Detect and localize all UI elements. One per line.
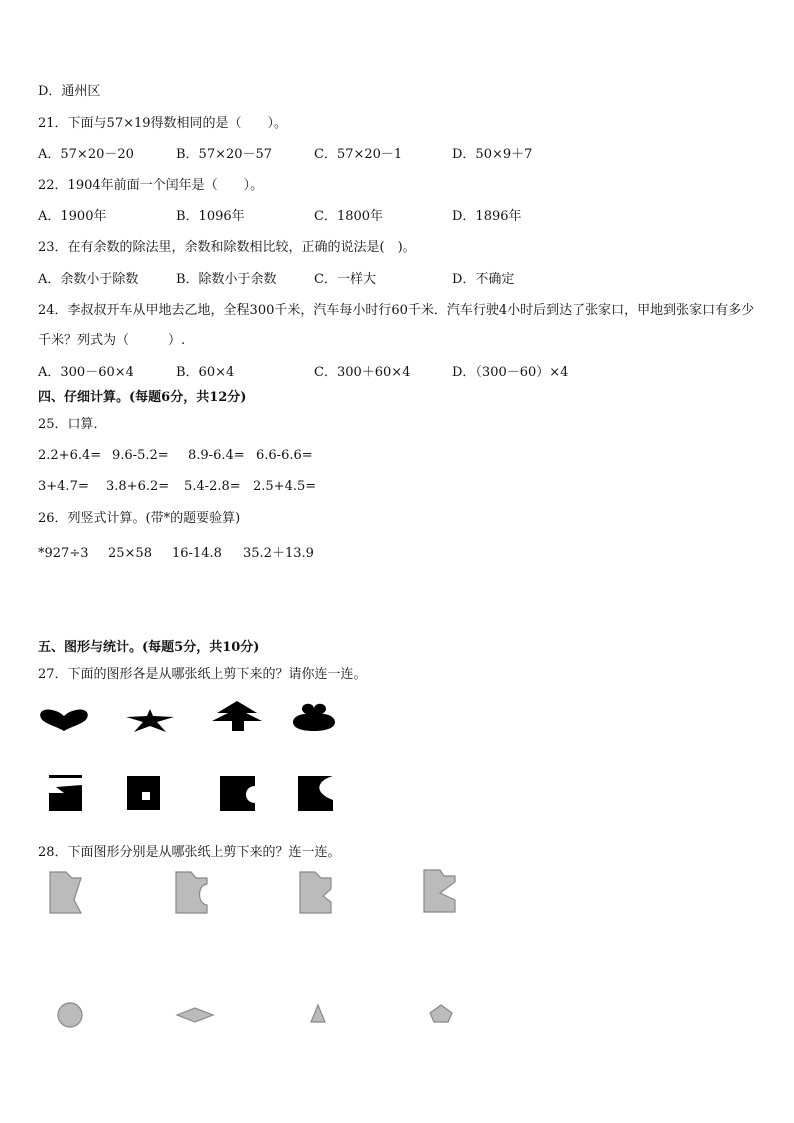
q25-problem: 3.8+6.2= xyxy=(106,479,170,494)
rhombus-icon xyxy=(177,1008,213,1022)
folded-paper-slant-icon xyxy=(50,872,81,913)
q21-option-d: D．50×9＋7 xyxy=(452,147,533,162)
q25-problem: 2.2+6.4= xyxy=(38,448,102,463)
q25-problem: 8.9-6.4= xyxy=(188,448,245,463)
q23-stem: 23．在有余数的除法里，余数和除数相比较，正确的说法是( )。 xyxy=(38,240,416,255)
q26-item: *927÷3 xyxy=(38,546,89,561)
q24-option-d: D．（300－60）×4 xyxy=(452,365,569,380)
folded-paper-trapezoid-cut-icon xyxy=(300,872,331,913)
q26-stem: 26．列竖式计算。(带*的题要验算) xyxy=(38,511,241,526)
q23-option-c: C．一样大 xyxy=(314,272,376,287)
q24-option-a: A．300－60×4 xyxy=(38,365,134,380)
q21-stem: 21．下面与57×19得数相同的是（ ）。 xyxy=(38,116,288,131)
q22-stem: 22．1904年前面一个闰年是（ ）。 xyxy=(38,178,264,193)
q25-problem: 6.6-6.6= xyxy=(256,448,313,463)
folded-paper-triangle-cut-icon xyxy=(424,870,455,912)
q22-option-c: C．1800年 xyxy=(314,209,384,224)
q23-option-a: A．余数小于除数 xyxy=(38,272,139,287)
q22-option-a: A．1900年 xyxy=(38,209,107,224)
q26-item: 25×58 xyxy=(108,546,152,561)
q25-stem: 25．口算． xyxy=(38,417,107,432)
q23-option-b: B．除数小于余数 xyxy=(176,272,277,287)
q28-papers xyxy=(50,870,455,913)
q25-problem: 3+4.7= xyxy=(38,479,89,494)
q24-stem: 24．李叔叔开车从甲地去乙地，全程300千米，汽车每小时行60千米．汽车行驶4小时后到达了张家口，甲地到张家口有多少千米？列式为（ ）. xyxy=(38,303,755,348)
q25-problem: 9.6-5.2= xyxy=(112,448,169,463)
q22-option-d: D．1896年 xyxy=(452,209,522,224)
q21-option-a: A．57×20－20 xyxy=(38,147,134,162)
circle-icon xyxy=(58,1003,82,1027)
q25-problem: 5.4-2.8= xyxy=(184,479,241,494)
q21-option-b: B．57×20－57 xyxy=(176,147,273,162)
q22-option-b: B．1096年 xyxy=(176,209,245,224)
folded-paper-arc-icon xyxy=(176,872,207,913)
q24-option-c: C．300＋60×4 xyxy=(314,365,411,380)
triangle-icon xyxy=(311,1005,325,1022)
q21-option-c: C．57×20－1 xyxy=(314,147,403,162)
q28-stem: 28．下面图形分别是从哪张纸上剪下来的？连一连。 xyxy=(38,845,341,860)
section-5-heading: 五、图形与统计。(每题5分，共10分) xyxy=(38,640,260,655)
section-4-heading: 四、仔细计算。(每题6分，共12分) xyxy=(38,390,247,405)
q26-item: 16-14.8 xyxy=(172,546,222,561)
q20-option-d: D．通州区 xyxy=(38,84,101,99)
q26-item: 35.2＋13.9 xyxy=(243,546,314,561)
q28-shapes xyxy=(58,1003,452,1027)
q25-problem: 2.5+4.5= xyxy=(253,479,317,494)
pentagon-icon xyxy=(430,1005,452,1022)
q24-option-b: B．60×4 xyxy=(176,365,235,380)
q27-stem: 27．下面的图形各是从哪张纸上剪下来的？请你连一连。 xyxy=(38,667,367,682)
q23-option-d: D．不确定 xyxy=(452,272,515,287)
